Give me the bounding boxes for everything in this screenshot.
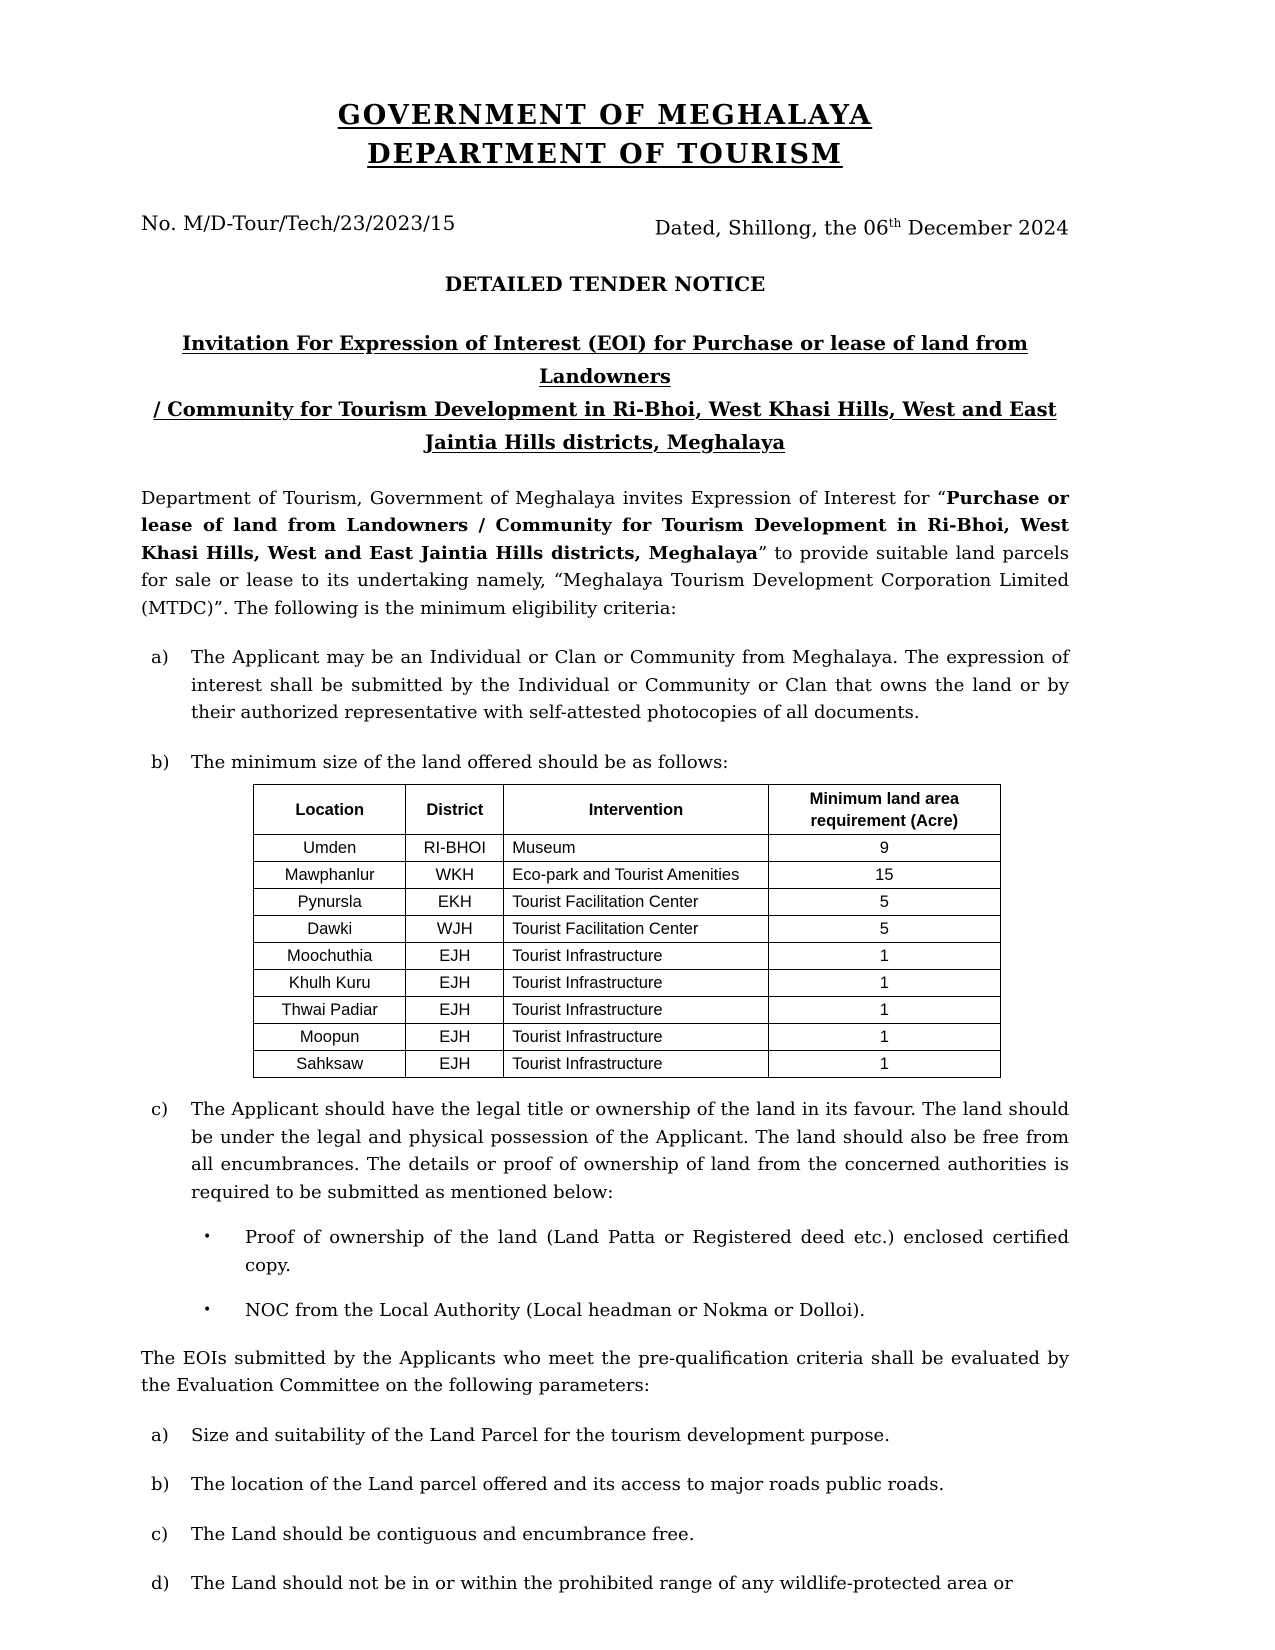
table-row: [254, 1024, 1001, 1051]
subject-line-2: / Community for Tourism Development in Ri-Bhoi, West Khasi Hills, West and East: [153, 397, 1057, 421]
table-row: [254, 835, 1001, 862]
table-row: [254, 997, 1001, 1024]
table-row: [254, 970, 1001, 997]
cell-intervention: Tourist Infrastructure: [504, 1051, 768, 1078]
cell-district: EJH: [406, 997, 504, 1024]
evaluation-item-c-label: c): [151, 1523, 169, 1545]
reference-row: [141, 210, 1069, 241]
department-title: DEPARTMENT OF TOURISM: [367, 139, 843, 170]
cell-min-area: 1: [768, 943, 1000, 970]
subject-heading: [141, 327, 1069, 459]
reference-number: No. M/D-Tour/Tech/23/2023/15: [141, 211, 456, 235]
bullet-icon: •: [203, 1229, 212, 1246]
subject-line-1: Invitation For Expression of Interest (EOI) for Purchase or lease of land from Landowners: [182, 331, 1028, 388]
cell-district: EJH: [406, 1024, 504, 1051]
cell-location: Pynursla: [254, 889, 406, 916]
evaluation-item-b-label: b): [151, 1474, 170, 1496]
evaluation-intro-paragraph: The EOIs submitted by the Applicants who meet the pre-qualification criteria shall be evaluated by the Evaluation Committee on the following parameters:: [141, 1347, 1069, 1397]
intro-segment-1: Department of Tourism, Government of Meghalaya invites Expression of Interest for “: [141, 487, 947, 509]
cell-location: Khulh Kuru: [254, 970, 406, 997]
document-header: [141, 96, 1069, 174]
cell-district: RI-BHOI: [406, 835, 504, 862]
table-header-district: District: [406, 785, 504, 835]
cell-intervention: Tourist Facilitation Center: [504, 916, 768, 943]
cell-location: Moochuthia: [254, 943, 406, 970]
cell-location: Umden: [254, 835, 406, 862]
cell-min-area: 1: [768, 1051, 1000, 1078]
cell-min-area: 1: [768, 1024, 1000, 1051]
bullet-item-proof-of-ownership: [141, 1224, 1069, 1279]
criterion-a: [141, 644, 1069, 727]
intro-segment-bold: Purchase or lease of land from Landowners / Community for Tourism Development in Ri-Bhoi, West Khasi Hills, West and East Jaintia Hills districts, Meghalaya: [141, 487, 1069, 564]
cell-district: EKH: [406, 889, 504, 916]
cell-intervention: Tourist Infrastructure: [504, 1024, 768, 1051]
bullet-icon: •: [203, 1302, 212, 1319]
table-row: [254, 916, 1001, 943]
cell-min-area: 1: [768, 970, 1000, 997]
cell-district: EJH: [406, 1051, 504, 1078]
table-row: [254, 1051, 1001, 1078]
criterion-a-label: a): [151, 647, 169, 669]
evaluation-item-a-text: Size and suitability of the Land Parcel for the tourism development purpose.: [191, 1424, 890, 1446]
bullet-text: Proof of ownership of the land (Land Patta or Registered deed etc.) enclosed certified copy.: [245, 1227, 1069, 1276]
cell-min-area: 1: [768, 997, 1000, 1024]
table-row: [254, 889, 1001, 916]
criterion-c-label: c): [151, 1099, 169, 1121]
intro-segment-3: ” to provide suitable land parcels for sale or lease to its undertaking namely, “Meghalaya Tourism Development Corporation Limited (MTDC)”. The following is the minimum eligibility criteria:: [141, 542, 1070, 619]
table-header-location: Location: [254, 785, 406, 835]
criterion-b-label: b): [151, 751, 170, 773]
evaluation-item-a: [141, 1422, 1069, 1450]
evaluation-item-d-label: d): [151, 1573, 170, 1595]
date-suffix: December 2024: [901, 215, 1069, 240]
cell-location: Thwai Padiar: [254, 997, 406, 1024]
criterion-b-text: The minimum size of the land offered should be as follows:: [191, 751, 729, 773]
cell-intervention: Tourist Infrastructure: [504, 997, 768, 1024]
cell-min-area: 15: [768, 862, 1000, 889]
evaluation-item-a-label: a): [151, 1424, 169, 1446]
date-ordinal-suffix: th: [888, 216, 902, 230]
evaluation-item-c-text: The Land should be contiguous and encumbrance free.: [191, 1523, 695, 1545]
bullet-text: NOC from the Local Authority (Local headman or Nokma or Dolloi).: [245, 1300, 866, 1322]
evaluation-item-b: [141, 1471, 1069, 1499]
cell-intervention: Museum: [504, 835, 768, 862]
bullet-item-noc: [141, 1297, 1069, 1325]
cell-district: EJH: [406, 970, 504, 997]
cell-district: EJH: [406, 943, 504, 970]
cell-location: Dawki: [254, 916, 406, 943]
cell-intervention: Eco-park and Tourist Amenities: [504, 862, 768, 889]
cell-location: Moopun: [254, 1024, 406, 1051]
table-row: [254, 943, 1001, 970]
cell-district: WKH: [406, 862, 504, 889]
criterion-b: [141, 749, 1069, 777]
table-row: [254, 862, 1001, 889]
evaluation-item-d: [141, 1570, 1069, 1598]
cell-district: WJH: [406, 916, 504, 943]
cell-intervention: Tourist Infrastructure: [504, 970, 768, 997]
criterion-c-text: The Applicant should have the legal title or ownership of the land in its favour. The land should be under the legal and physical possession of the Applicant. The land should also be free from all encumbrances. The details or proof of ownership of land from the concerned authorities is required to be submitted as mentioned below:: [191, 1099, 1069, 1203]
date-line: [655, 210, 1069, 241]
cell-min-area: 9: [768, 835, 1000, 862]
notice-title: DETAILED TENDER NOTICE: [444, 271, 766, 296]
criterion-c: [141, 1096, 1069, 1206]
cell-location: Mawphanlur: [254, 862, 406, 889]
table-header-row: [254, 785, 1001, 835]
cell-intervention: Tourist Infrastructure: [504, 943, 768, 970]
evaluation-item-b-text: The location of the Land parcel offered and its access to major roads public roads.: [191, 1474, 945, 1496]
cell-intervention: Tourist Facilitation Center: [504, 889, 768, 916]
minimum-land-table: [253, 784, 1001, 1078]
cell-min-area: 5: [768, 916, 1000, 943]
criterion-a-text: The Applicant may be an Individual or Clan or Community from Meghalaya. The expression of interest shall be submitted by the Individual or Community or Clan that owns the land or by their authorized representative with self-attested photocopies of all documents.: [191, 647, 1069, 724]
cell-location: Sahksaw: [254, 1051, 406, 1078]
government-title: GOVERNMENT OF MEGHALAYA: [337, 100, 873, 131]
table-header-min-area: Minimum land area requirement (Acre): [768, 785, 1000, 835]
intro-paragraph: [141, 485, 1069, 623]
cell-min-area: 5: [768, 889, 1000, 916]
subject-line-3: Jaintia Hills districts, Meghalaya: [424, 430, 786, 454]
table-header-intervention: Intervention: [504, 785, 768, 835]
evaluation-item-c: [141, 1521, 1069, 1549]
date-prefix: Dated, Shillong, the 06: [654, 215, 889, 240]
evaluation-item-d-text: The Land should not be in or within the prohibited range of any wildlife-protected area or: [191, 1573, 1013, 1595]
